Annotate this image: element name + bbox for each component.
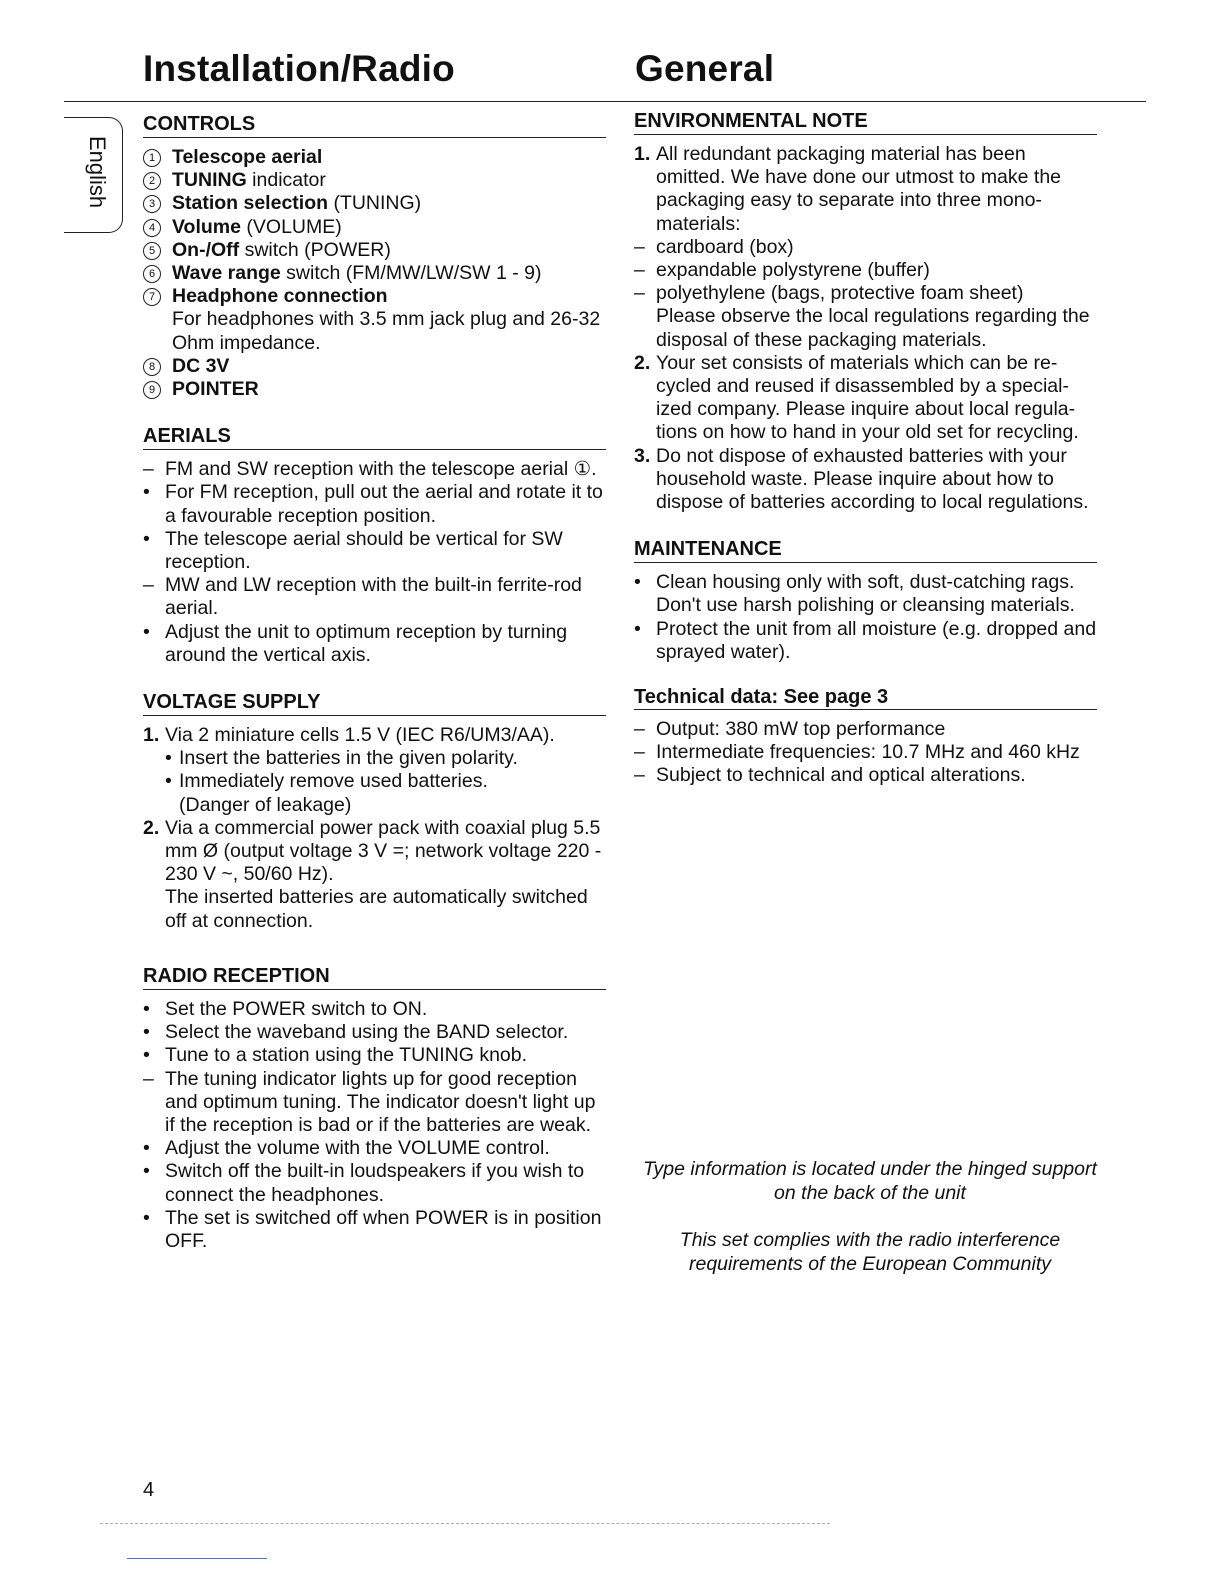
control-item — [143, 169, 606, 192]
list-marker: • — [143, 1021, 150, 1044]
list-marker: • — [143, 620, 150, 643]
maintenance-heading: MAINTENANCE — [634, 538, 1097, 563]
control-item — [143, 285, 606, 355]
numbered-item — [634, 352, 1097, 445]
item-text: Via 2 miniature cells 1.5 V (IEC R6/UM3/AA). — [165, 724, 555, 747]
list-item — [143, 621, 606, 667]
control-name: TUNING — [172, 169, 247, 192]
control-item — [143, 146, 606, 169]
dash-text: Subject to technical and optical alterations. — [656, 764, 1026, 787]
page-title-right: General — [635, 48, 775, 89]
right-column — [634, 110, 1097, 788]
compliance-note: This set complies with the radio interference requirements of the European Community — [679, 1229, 1061, 1275]
list-item — [143, 458, 606, 481]
dash-item: – Intermediate frequencies: 10.7 MHz and 460 kHz — [634, 741, 1080, 764]
control-desc: switch (FM/MW/LW/SW 1 - 9) — [280, 262, 542, 285]
list-text: Tune to a station using the TUNING knob. — [165, 1044, 528, 1067]
list-item — [143, 574, 606, 620]
radio-heading: RADIO RECEPTION — [143, 965, 606, 990]
control-item — [143, 239, 606, 262]
control-item — [143, 192, 606, 215]
maintenance-list — [634, 571, 1097, 664]
list-item — [143, 481, 606, 527]
circled-number: 3 — [143, 195, 161, 213]
controls-list — [143, 146, 606, 401]
list-text: The set is switched off when POWER is in position OFF. — [165, 1206, 602, 1252]
list-marker: – — [143, 1067, 154, 1090]
item-number: 1. — [634, 143, 651, 165]
dash-item: – Subject to technical and optical alterations. — [634, 764, 1026, 787]
numbered-item-note: The inserted batteries are automatically switched off at connection. — [165, 886, 588, 932]
list-text: The telescope aerial should be vertical for SW reception. — [165, 527, 563, 574]
sub-text: Insert the batteries in the given polarity. — [179, 747, 518, 770]
list-text: Select the waveband using the BAND selector. — [165, 1021, 569, 1044]
control-desc: switch (POWER) — [239, 238, 391, 261]
sub-item-note — [143, 794, 606, 817]
circled-number: 6 — [143, 265, 161, 283]
sub-item: • Immediately remove used batteries. — [165, 770, 488, 793]
dash-text: cardboard (box) — [656, 235, 794, 258]
numbered-item — [143, 817, 606, 887]
list-text: For FM reception, pull out the aerial and rotate it to a favourable reception position. — [165, 481, 603, 527]
control-desc: (TUNING) — [328, 192, 422, 215]
sub-text: Immediately remove used batteries. — [179, 770, 488, 793]
control-name: On-/Off — [172, 238, 240, 261]
list-item: • Clean housing only with soft, dust-catching rags. — [634, 571, 1075, 594]
list-marker: • — [143, 1206, 150, 1229]
sub-item: • Insert the batteries in the given polarity. — [165, 747, 518, 770]
blue-underline-artifact — [127, 1558, 267, 1559]
dash-item: – polyethylene (bags, protective foam sheet) — [634, 282, 1024, 305]
dash-item: – Output: 380 mW top performance — [634, 718, 946, 741]
dash-item: – cardboard (box) — [634, 235, 794, 258]
list-text: Switch off the built-in loudspeakers if you wish to connect the headphones. — [165, 1160, 585, 1206]
aerials-list — [143, 458, 606, 667]
list-item: • Protect the unit from all moisture (e.g. dropped and sprayed water). — [634, 617, 1097, 663]
list-text: FM and SW reception with the telescope aerial ①. — [165, 458, 597, 481]
list-marker: • — [143, 997, 150, 1020]
control-name: DC 3V — [172, 354, 230, 377]
item-number: 1. — [143, 724, 160, 747]
control-desc: indicator — [246, 169, 326, 192]
scan-artifact-line — [100, 1523, 830, 1524]
technical-list — [634, 718, 1097, 788]
list-text: MW and LW reception with the built-in ferrite-rod aerial. — [165, 574, 582, 620]
list-item — [143, 528, 606, 574]
list-text: Protect the unit from all moisture (e.g. dropped and sprayed water). — [656, 617, 1097, 663]
radio-list — [143, 998, 606, 1253]
list-item-note: Don't use harsh polishing or cleansing materials. — [656, 594, 1075, 617]
list-text: Set the POWER switch to ON. — [165, 997, 428, 1020]
technical-heading: Technical data: See page 3 — [634, 686, 1097, 710]
list-item — [143, 1044, 606, 1067]
list-item — [143, 998, 606, 1021]
voltage-list — [143, 724, 606, 933]
list-item — [143, 1207, 606, 1253]
control-name: POINTER — [172, 378, 259, 401]
dash-text: Output: 380 mW top performance — [656, 718, 946, 741]
item-number: 2. — [143, 816, 160, 839]
environment-heading: ENVIRONMENTAL NOTE — [634, 110, 1097, 135]
list-text: Adjust the volume with the VOLUME control. — [165, 1137, 550, 1160]
page-title-left: Installation/Radio — [143, 48, 455, 89]
list-item — [143, 1160, 606, 1206]
left-column — [143, 113, 606, 1253]
circled-number: 4 — [143, 219, 161, 237]
list-item — [143, 1137, 606, 1160]
dash-text: expandable polystyrene (buffer) — [656, 259, 930, 282]
control-item — [143, 355, 606, 378]
item-number: 3. — [634, 444, 651, 467]
list-text: The tuning indicator lights up for good reception and optimum tuning. The indicator doesn't light up if the reception is bad or if the batteries are weak. — [165, 1067, 596, 1136]
item-text: Your set consists of materials which can be re-cycled and reused if disassembled by a special-ized company. Please inquire about local regula-tions on how to hand in your old set for recycling. — [656, 351, 1079, 444]
list-text: Adjust the unit to optimum reception by turning around the vertical axis. — [165, 620, 568, 666]
dash-text: Intermediate frequencies: 10.7 MHz and 460 kHz — [656, 741, 1080, 764]
control-item — [143, 262, 606, 285]
list-item — [143, 1021, 606, 1044]
circled-number: 8 — [143, 358, 161, 376]
numbered-item — [634, 445, 1097, 515]
control-name: Telescope aerial — [172, 146, 323, 168]
sub-text: (Danger of leakage) — [179, 793, 352, 816]
circled-number: 2 — [143, 172, 161, 190]
list-text: Clean housing only with soft, dust-catching rags. — [656, 571, 1075, 594]
dash-item: – expandable polystyrene (buffer) — [634, 259, 930, 282]
control-name: Headphone connection — [172, 285, 388, 308]
voltage-heading: VOLTAGE SUPPLY — [143, 691, 606, 716]
page-number: 4 — [143, 1479, 155, 1501]
control-desc: (VOLUME) — [240, 215, 342, 238]
circled-number: 9 — [143, 381, 161, 399]
header-rule — [64, 101, 1146, 102]
control-item — [143, 378, 606, 401]
list-marker: – — [143, 458, 154, 481]
list-marker: • — [143, 527, 150, 550]
circled-number: 5 — [143, 242, 161, 260]
dash-note: Please observe the local regulations regarding the disposal of these packaging materials. — [656, 305, 1090, 351]
headphone-note: For headphones with 3.5 mm jack plug and 26-32 Ohm impedance. — [172, 308, 601, 354]
list-item — [143, 1068, 606, 1138]
numbered-item — [634, 143, 1097, 236]
dash-text: polyethylene (bags, protective foam sheet) — [656, 282, 1024, 305]
item-text: All redundant packaging material has been omitted. We have done our utmost to make the packaging easy to separate into three mono-materials: — [656, 143, 1062, 235]
language-tab-label: English — [85, 136, 110, 209]
list-marker: – — [143, 574, 154, 597]
circled-number: 7 — [143, 288, 161, 306]
list-marker: • — [143, 1044, 150, 1067]
circled-number: 1 — [143, 149, 161, 167]
controls-heading: CONTROLS — [143, 113, 606, 138]
aerials-heading: AERIALS — [143, 425, 606, 450]
list-marker: • — [143, 481, 150, 504]
control-item — [143, 216, 606, 239]
control-name: Station selection — [172, 192, 329, 215]
list-marker: • — [143, 1160, 150, 1183]
item-text: Do not dispose of exhausted batteries with your household waste. Please inquire about how to dispose of batteries according to local regulations. — [656, 444, 1089, 514]
control-name: Volume — [172, 215, 241, 238]
item-number: 2. — [634, 351, 651, 374]
item-text: Via a commercial power pack with coaxial plug 5.5 mm Ø (output voltage 3 V =; network voltage 220 - 230 V ~, 50/60 Hz). — [165, 816, 602, 886]
type-information-note: Type information is located under the hinged support on the back of the unit — [643, 1158, 1097, 1204]
numbered-item — [143, 724, 606, 747]
environment-list — [634, 143, 1097, 514]
list-marker: • — [143, 1137, 150, 1160]
control-name: Wave range — [172, 262, 281, 285]
